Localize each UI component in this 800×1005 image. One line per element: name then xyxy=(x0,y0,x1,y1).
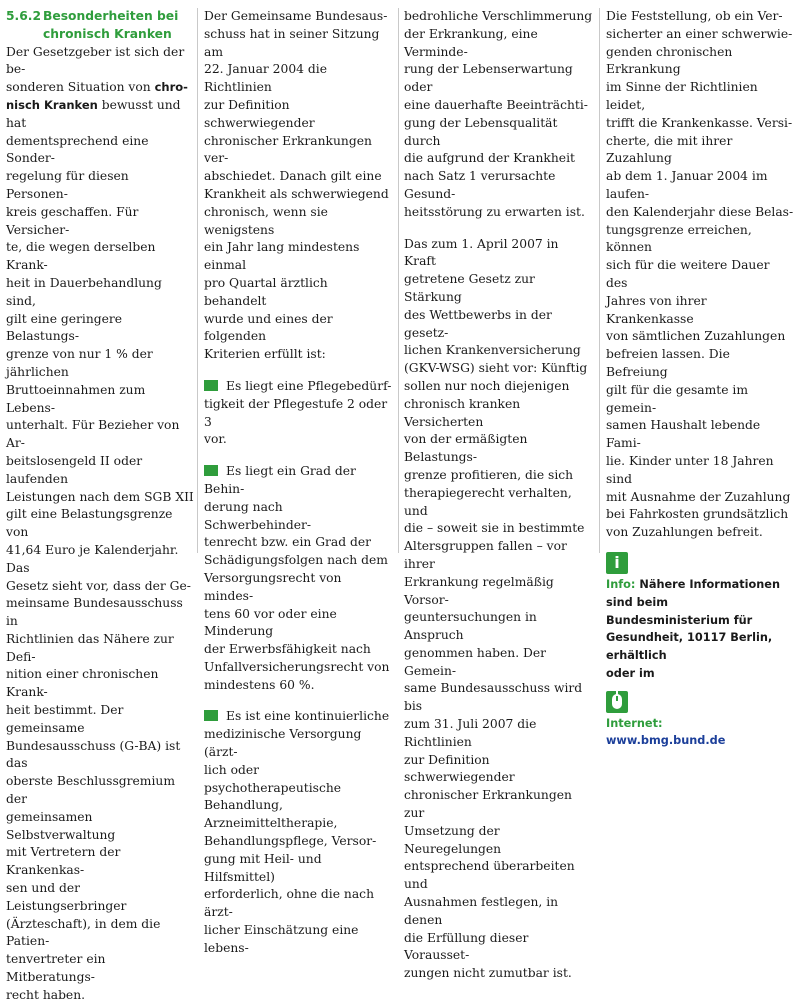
text-line: gung mit Heil- und Hilfsmittel) xyxy=(204,851,322,884)
text-line: des Wettbewerbs in der gesetz- xyxy=(404,307,552,340)
text-line: genommen haben. Der Gemein- xyxy=(404,645,547,678)
text-line: sind beim Bundesministerium für xyxy=(606,595,753,627)
bold-term: chro- xyxy=(154,80,188,95)
bullet-square-icon xyxy=(204,710,218,721)
paragraph xyxy=(606,8,794,542)
text-line: chronisch, wenn sie wenigstens xyxy=(204,204,328,237)
text-line: Gesundheit, 10117 Berlin, erhältlich xyxy=(606,631,773,663)
text-line: Jahres von ihrer Krankenkasse xyxy=(606,293,707,326)
text-line: zur Definition schwerwiegender xyxy=(404,752,515,785)
text-line: chronischer Erkrankungen ver- xyxy=(204,133,372,166)
text-line: heitsstörung zu erwarten ist. xyxy=(404,204,585,219)
text-line: wurde und eines der folgenden xyxy=(204,311,333,344)
text-line: Gesetz sieht vor, dass der Ge- xyxy=(6,578,191,593)
section-heading xyxy=(6,8,194,44)
section-number: 5.6.2 xyxy=(6,9,42,23)
text-line: lich oder psychotherapeutische xyxy=(204,762,342,795)
text-line: licher Einschätzung eine lebens- xyxy=(204,923,359,955)
text-line: die aufgrund der Krankheit xyxy=(404,151,575,166)
column-divider xyxy=(197,8,198,553)
text-line: 22. Januar 2004 die Richtlinien xyxy=(204,62,327,95)
text-line: samen Haushalt lebende Fami- xyxy=(606,418,761,451)
internet-label: Internet: xyxy=(606,716,663,730)
text-line: Unfallversicherungsrecht von xyxy=(204,659,390,674)
text-line: Der Gemeinsame Bundesaus- xyxy=(204,9,388,23)
column-4 xyxy=(606,8,794,750)
text-line: tenvertreter ein Mitberatungs- xyxy=(6,952,106,985)
text-line: der Erwerbsfähigkeit nach xyxy=(204,642,371,657)
text-line: nition einer chronischen Krank- xyxy=(6,667,159,700)
column-divider xyxy=(599,8,600,553)
text-line: grenze von nur 1 % der jährlichen xyxy=(6,347,153,379)
text-line: Das zum 1. April 2007 in Kraft xyxy=(404,236,559,269)
internet-box xyxy=(606,715,794,751)
text-line: Bruttoeinnahmen zum Lebens- xyxy=(6,382,146,415)
text-line: Krankheit als schwerwiegend xyxy=(204,186,389,201)
text-line: Nähere Informationen xyxy=(635,577,781,591)
text-line: bei Fahrkosten grundsätzlich xyxy=(606,507,789,522)
text-line: regelung für diesen Personen- xyxy=(6,169,129,201)
info-label: Info: xyxy=(606,577,636,591)
text-line: Leistungen nach dem SGB XII xyxy=(6,489,194,504)
text-line: rung der Lebenserwartung oder xyxy=(404,62,573,95)
text-line: sich für die weitere Dauer des xyxy=(606,258,770,290)
text-line: zungen nicht zumutbar ist. xyxy=(404,966,572,981)
text-line: kreis geschaffen. Für Versicher- xyxy=(6,204,139,237)
text-line: sicherter an einer schwerwie- xyxy=(606,26,793,41)
text-line: nach Satz 1 verursachte Gesund- xyxy=(404,169,556,201)
text-line: ein Jahr lang mindestens einmal xyxy=(204,240,360,273)
paragraph xyxy=(404,8,594,222)
text-line: oder im xyxy=(606,666,655,680)
text-line: recht haben. xyxy=(6,987,86,1002)
text-line: chronisch kranken Versicherten xyxy=(404,396,521,429)
text-line: Richtlinien das Nähere zur Defi- xyxy=(6,631,174,664)
text-line: cherte, die mit ihrer Zuzahlung xyxy=(606,133,733,166)
text-line: vor. xyxy=(204,432,227,447)
text-line: von der ermäßigten Belastungs- xyxy=(404,432,528,465)
text-line: entsprechend überarbeiten und xyxy=(404,859,575,892)
paragraph xyxy=(404,236,594,983)
text-line: medizinische Versorgung (ärzt- xyxy=(204,727,362,760)
text-line: (GKV-WSG) sieht vor: Künftig xyxy=(404,361,588,376)
list-item xyxy=(204,378,392,449)
column-divider xyxy=(398,8,399,553)
text-line: eine dauerhafte Beeinträchti- xyxy=(404,97,588,112)
column-1 xyxy=(6,8,194,1005)
text-line: therapiegerecht verhalten, und xyxy=(404,485,572,518)
text-line: bedrohliche Verschlimmerung xyxy=(404,9,593,23)
text-line: gilt für die gesamte im gemein- xyxy=(606,382,749,415)
text-line: die – soweit sie in bestimmte xyxy=(404,521,585,536)
text-line: gilt eine geringere Belastungs- xyxy=(6,311,123,344)
text-line: lie. Kinder unter 18 Jahren sind xyxy=(606,453,774,486)
text-line: zum 31. Juli 2007 die Richtlinien xyxy=(404,717,537,749)
text-line: same Bundesausschuss wird bis xyxy=(404,681,583,714)
text-line: i xyxy=(614,552,620,572)
text-line: Altersgruppen fallen – vor ihrer xyxy=(404,539,567,571)
text-line: 41,64 Euro je Kalenderjahr. Das xyxy=(6,542,179,575)
text-line: die Erfüllung dieser Vorausset- xyxy=(404,930,529,963)
section-title-line2: chronisch Kranken xyxy=(43,26,172,41)
text-line: meinsame Bundesausschuss in xyxy=(6,596,183,629)
text-line: Bundesausschuss (G-BA) ist das xyxy=(6,738,181,771)
text-line: der Erkrankung, eine Verminde- xyxy=(404,26,538,59)
text-line: erforderlich, ohne die nach ärzt- xyxy=(204,887,374,920)
text-line: pro Quartal ärztlich behandelt xyxy=(204,275,328,308)
text-line: lichen Krankenversicherung xyxy=(404,343,581,358)
paragraph xyxy=(204,8,392,364)
text-line: Der Gesetzgeber ist sich der be- xyxy=(6,44,185,77)
text-line: Behandlung, Arzneimitteltherapie, xyxy=(204,798,338,831)
text-line: oberste Beschlussgremium der xyxy=(6,774,175,807)
text-line: geuntersuchungen in Anspruch xyxy=(404,610,537,643)
text-line: (Ärzteschaft), in dem die Patien- xyxy=(6,916,161,949)
text-line: unterhalt. Für Bezieher von Ar- xyxy=(6,418,180,451)
text-line: Es ist eine kontinuierliche xyxy=(226,709,390,724)
text-line: chronischer Erkrankungen zur xyxy=(404,788,572,821)
text-line: tenrecht bzw. ein Grad der xyxy=(204,535,372,550)
info-icon xyxy=(606,552,628,574)
text-line: heit bestimmt. Der gemeinsame xyxy=(6,703,124,735)
column-3 xyxy=(404,8,594,983)
text-line: Es liegt ein Grad der Behin- xyxy=(204,464,356,496)
website-link[interactable]: www.bmg.bund.de xyxy=(606,734,726,748)
text-line: sonderen Situation von xyxy=(6,80,155,95)
bullet-square-icon xyxy=(204,465,218,476)
text-line: getretene Gesetz zur Stärkung xyxy=(404,272,535,304)
text-line: tens 60 vor oder eine Minderung xyxy=(204,606,337,639)
section-title-line1: Besonderheiten bei xyxy=(43,9,179,23)
text-line: tigkeit der Pflegestufe 2 oder 3 xyxy=(204,396,388,429)
text-line: gilt eine Belastungsgrenze von xyxy=(6,507,173,540)
text-line: ab dem 1. Januar 2004 im laufen- xyxy=(606,169,768,201)
text-line: gemeinsamen Selbstverwaltung xyxy=(6,809,116,842)
list-item xyxy=(204,463,392,694)
text-line: heit in Dauerbehandlung sind, xyxy=(6,275,162,308)
text-line: trifft die Krankenkasse. Versi- xyxy=(606,115,793,130)
text-line: Versorgungsrecht von mindes- xyxy=(204,570,342,603)
text-line: mindestens 60 %. xyxy=(204,677,315,692)
text-line: im Sinne der Richtlinien leidet, xyxy=(606,80,758,112)
text-line: zur Definition schwerwiegender xyxy=(204,97,315,130)
text-line: genden chronischen Erkrankung xyxy=(606,44,733,77)
text-line: sollen nur noch diejenigen xyxy=(404,378,570,393)
text-line: abschiedet. Danach gilt eine xyxy=(204,169,382,184)
text-line: Kriterien erfüllt ist: xyxy=(204,347,326,362)
bullet-square-icon xyxy=(204,380,218,391)
mouse-icon xyxy=(606,691,628,713)
text-line: Schädigungsfolgen nach dem xyxy=(204,553,388,568)
column-2 xyxy=(204,8,392,958)
text-line: befreien lassen. Die Befreiung xyxy=(606,347,730,379)
text-line: von sämtlichen Zuzahlungen xyxy=(606,329,786,344)
text-line: Erkrankung regelmäßig Vorsor- xyxy=(404,574,554,607)
text-line: grenze profitieren, die sich xyxy=(404,467,574,482)
list-item xyxy=(204,708,392,957)
text-line: Behandlungspflege, Versor- xyxy=(204,834,377,849)
text-line: den Kalenderjahr diese Belas- xyxy=(606,204,794,219)
text-line: bewusst und hat xyxy=(6,97,181,130)
paragraph xyxy=(6,44,194,1005)
text-line: sen und der Leistungserbringer xyxy=(6,881,127,913)
text-line: derung nach Schwerbehinder- xyxy=(204,499,312,532)
text-line: von Zuzahlungen befreit. xyxy=(606,525,763,540)
bold-term: nisch Kranken xyxy=(6,97,98,112)
info-box xyxy=(606,576,794,683)
text-line: beitslosengeld II oder laufenden xyxy=(6,453,143,486)
text-line: mit Ausnahme der Zuzahlung xyxy=(606,489,791,504)
text-line: Umsetzung der Neuregelungen xyxy=(404,823,502,856)
text-line: Es liegt eine Pflegebedürf- xyxy=(226,378,392,393)
text-line: tungsgrenze erreichen, können xyxy=(606,222,752,255)
text-line: te, die wegen derselben Krank- xyxy=(6,240,156,273)
text-line: gung der Lebensqualität durch xyxy=(404,115,558,148)
text-line: Ausnahmen festlegen, in denen xyxy=(404,895,559,927)
text-line: schuss hat in seiner Sitzung am xyxy=(204,26,380,59)
text-line: mit Vertretern der Krankenkas- xyxy=(6,845,121,878)
text-line: Die Feststellung, ob ein Ver- xyxy=(606,9,783,23)
text-line: dementsprechend eine Sonder- xyxy=(6,133,149,166)
